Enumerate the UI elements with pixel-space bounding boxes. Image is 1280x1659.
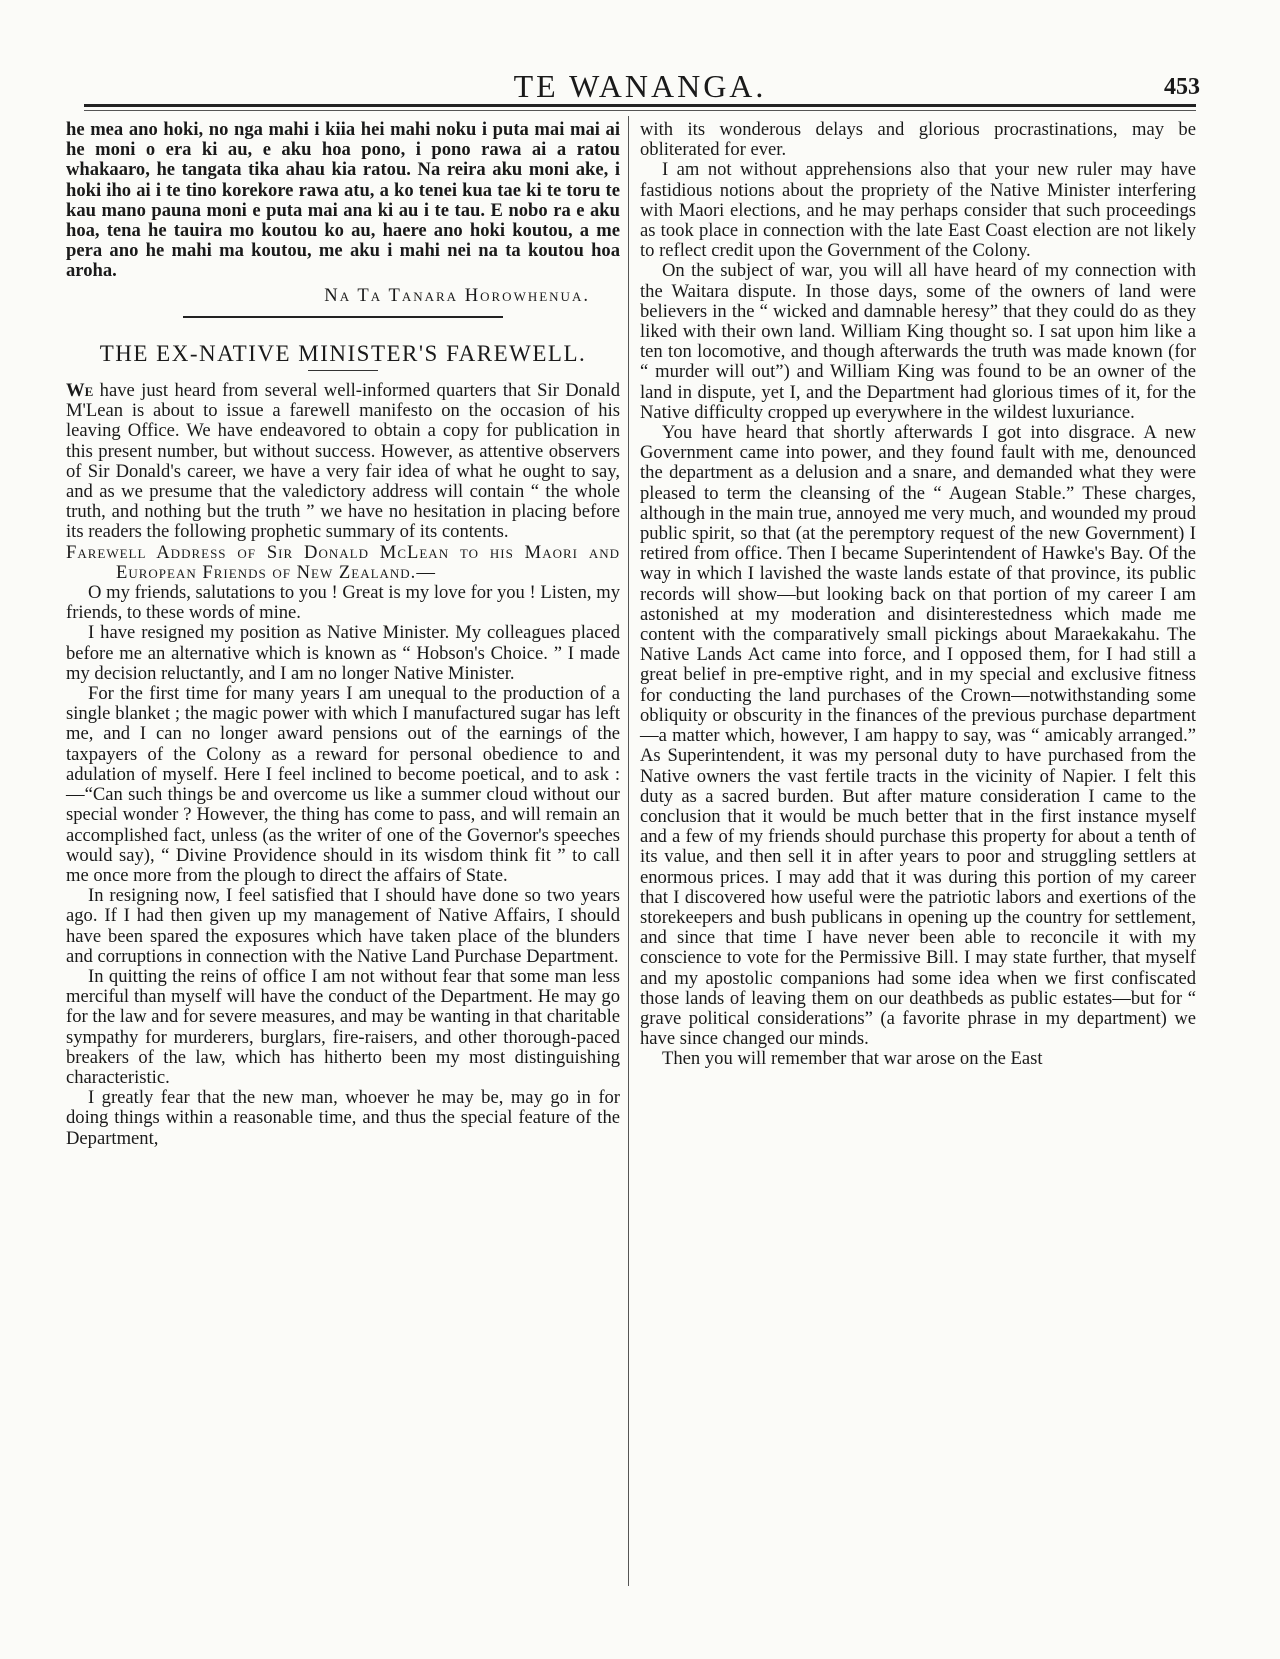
left-paragraph: I greatly fear that the new man, whoever he may be, may go in for doing things within a reasonable time, and thus the special feature of the Department, bbox=[66, 1087, 620, 1149]
address-title: Farewell Address of Sir Donald McLean to his Maori and European Friends of New Zealand.— bbox=[66, 541, 620, 583]
header-rule-thin bbox=[84, 110, 1196, 111]
page-number: 453 bbox=[1164, 74, 1200, 100]
left-paragraph: In resigning now, I feel satisfied that I should have done so two years ago. If I had then given up my management of Native Affairs, I should have been spared the exposures which have taken place of the blunders and corruptions in connection with the Native Land Purchase Department. bbox=[66, 885, 620, 967]
masthead bbox=[80, 68, 1200, 108]
article-separator bbox=[183, 316, 503, 318]
left-paragraph: O my friends, salutations to you ! Great is my love for you ! Listen, my friends, to these words of mine. bbox=[66, 582, 620, 624]
right-paragraph: Then you will remember that war arose on the East bbox=[662, 1048, 1043, 1070]
right-paragraph: with its wonderous delays and glorious procrastinations, may be obliterated for ever. bbox=[640, 119, 1196, 161]
left-column bbox=[66, 120, 620, 1149]
left-paragraph: In quitting the reins of office I am not without fear that some man less merciful than myself will have the conduct of the Department. He may go for the law and for severe measures, and may be wanting in that charitable sympathy for murderers, burglars, fire-raisers, and other thorough-paced breakers of the law, which has hitherto been my most distinguishing characteristic. bbox=[66, 965, 620, 1088]
article-intro bbox=[66, 381, 620, 543]
left-paragraph: For the first time for many years I am unequal to the production of a single blanket ; the magic power with which I manufactured sugar has left me, and I can no longer award pensions out of the earnings of the taxpayers of the Colony as a reward for personal obedience to and adulation of myself. Here I feel inclined to become poetical, and to ask :—“Can such things be and overcome us like a summer cloud without our special wonder ? However, the thing has come to pass, and will remain an accomplished fact, unless (as the writer of one of the Governor's speeches would say), “ Divine Providence should in its wisdom think fit ” to call me once more from the plough to direct the affairs of State. bbox=[66, 683, 620, 886]
right-paragraph: I am not without apprehensions also that your new ruler may have fastidious notions about the propriety of the Native Minister interfering with Maori elections, and he may perhaps consider that such proceedings as took place in connection with the late East Coast election are not likely to reflect credit upon the Government of the Colony. bbox=[640, 159, 1196, 262]
intro-text: have just heard from several well-informed quarters that Sir Donald M'Lean is about to issue a farewell manifesto on the occasion of his leaving Office. We have endeavored to obtain a copy for publication in this present number, but without success. However, as attentive observers of Sir Donald's career, we have a very fair idea of what he ought to say, and as we presume that the valedictory address will contain “ the whole truth, and nothing but the truth ” we have no hesitation in placing before its readers the following prophetic summary of its contents. bbox=[66, 380, 620, 543]
intro-first-word: We bbox=[66, 380, 94, 402]
column-divider bbox=[628, 116, 629, 1586]
letter-signature: Na Ta Tanara Horowhenua. bbox=[324, 284, 590, 306]
maori-letter-text: he mea ano hoki, no nga mahi i kiia hei mahi noku i puta mai mai ai he moni o era ki au, e aku hoa pono, i pono rawa ai a ratou whakaaro, he tangata tika ahau kia ratou. Na reira aku moni ake, i hoki iho ai i te tino korekore rawa atu, a ko tenei kua tae ki te toru te kau mano pauna moni e puta mai ana ki au i te tau. E nobo ra e aku hoa, tena he tauira mo koutou ko au, haere ano hoki koutou, a me pera ano he mahi ma koutou, me aku i mahi nei na ta koutou hoa aroha. bbox=[66, 119, 620, 282]
right-paragraph: You have heard that shortly afterwards I got into disgrace. A new Government came into power, and they found fault with me, denounced the department as a delusion and a snare, and demanded what they were pleased to term the cleansing of the “ Augean Stable.” These charges, although in the main true, annoyed me very much, and wounded my proud public spirit, so that (at the peremptory request of the new Government) I retired from office. Then I became Superintendent of Hawke's Bay. Of the way in which I lavished the waste lands estate of that province, its public records will show—but looking back on that portion of my career I am astonished at my moderation and disinterestedness which made me content with the comparatively small pickings about Maraekakahu. The Native Lands Act came into force, and I opposed them, for I had still a great belief in pre-emptive right, and in my special and exclusive fitness for conducting the land purchases of the Crown—notwithstanding some obliquity or obscurity in the finances of the previous purchase department—a matter which, however, I am happy to say, was “ amicably arranged.” As Superintendent, it was my personal duty to have purchased from the Native owners the vast fertile tracts in the vicinity of Napier. I felt this duty as a sacred burden. But after mature consideration I came to the conclusion that it would be much better that in the first instance myself and a few of my friends should purchase this property for about a tenth of its value, and then sell it in after years to poor and struggling settlers at enormous prices. I may add that it was during this portion of my career that I discovered how useful were the patriotic labors and exertions of the storekeepers and bush publicans in opening up the country for settlement, and since that time I have never been able to reconcile it with my conscience to vote for the Permissive Bill. I may state further, that myself and my apostolic companions had some idea when we first confiscated those lands of leaving them on our deathbeds as public estates—but for “ grave political considerations” (a favorite phrase in my department) we have since changed our minds. bbox=[640, 422, 1196, 1050]
article-headline: THE EX-NATIVE MINISTER'S FAREWELL. bbox=[99, 340, 587, 366]
headline-rule bbox=[308, 370, 378, 371]
right-column bbox=[640, 120, 1196, 1070]
right-paragraph: On the subject of war, you will all have heard of my connection with the Waitara dispute. In those days, some of the owners of land were believers in the “ wicked and damnable heresy” that they could do as they liked with their own land. William King thought so. I sat upon him like a ten ton locomotive, and though afterwards the truth was made known (for “ murder will out”) and William King was found to be an owner of the land in dispute, yet I, and the Department had glorious times of it, for the Native difficulty cropped up everywhere in the wildest luxuriance. bbox=[640, 260, 1196, 423]
left-paragraph: I have resigned my position as Native Minister. My colleagues placed before me an alternative which is known as “ Hobson's Choice. ” I made my decision reluctantly, and I am no longer Native Minister. bbox=[66, 622, 620, 684]
newspaper-title: TE WANANGA. bbox=[513, 68, 767, 104]
header-rule bbox=[84, 104, 1196, 107]
